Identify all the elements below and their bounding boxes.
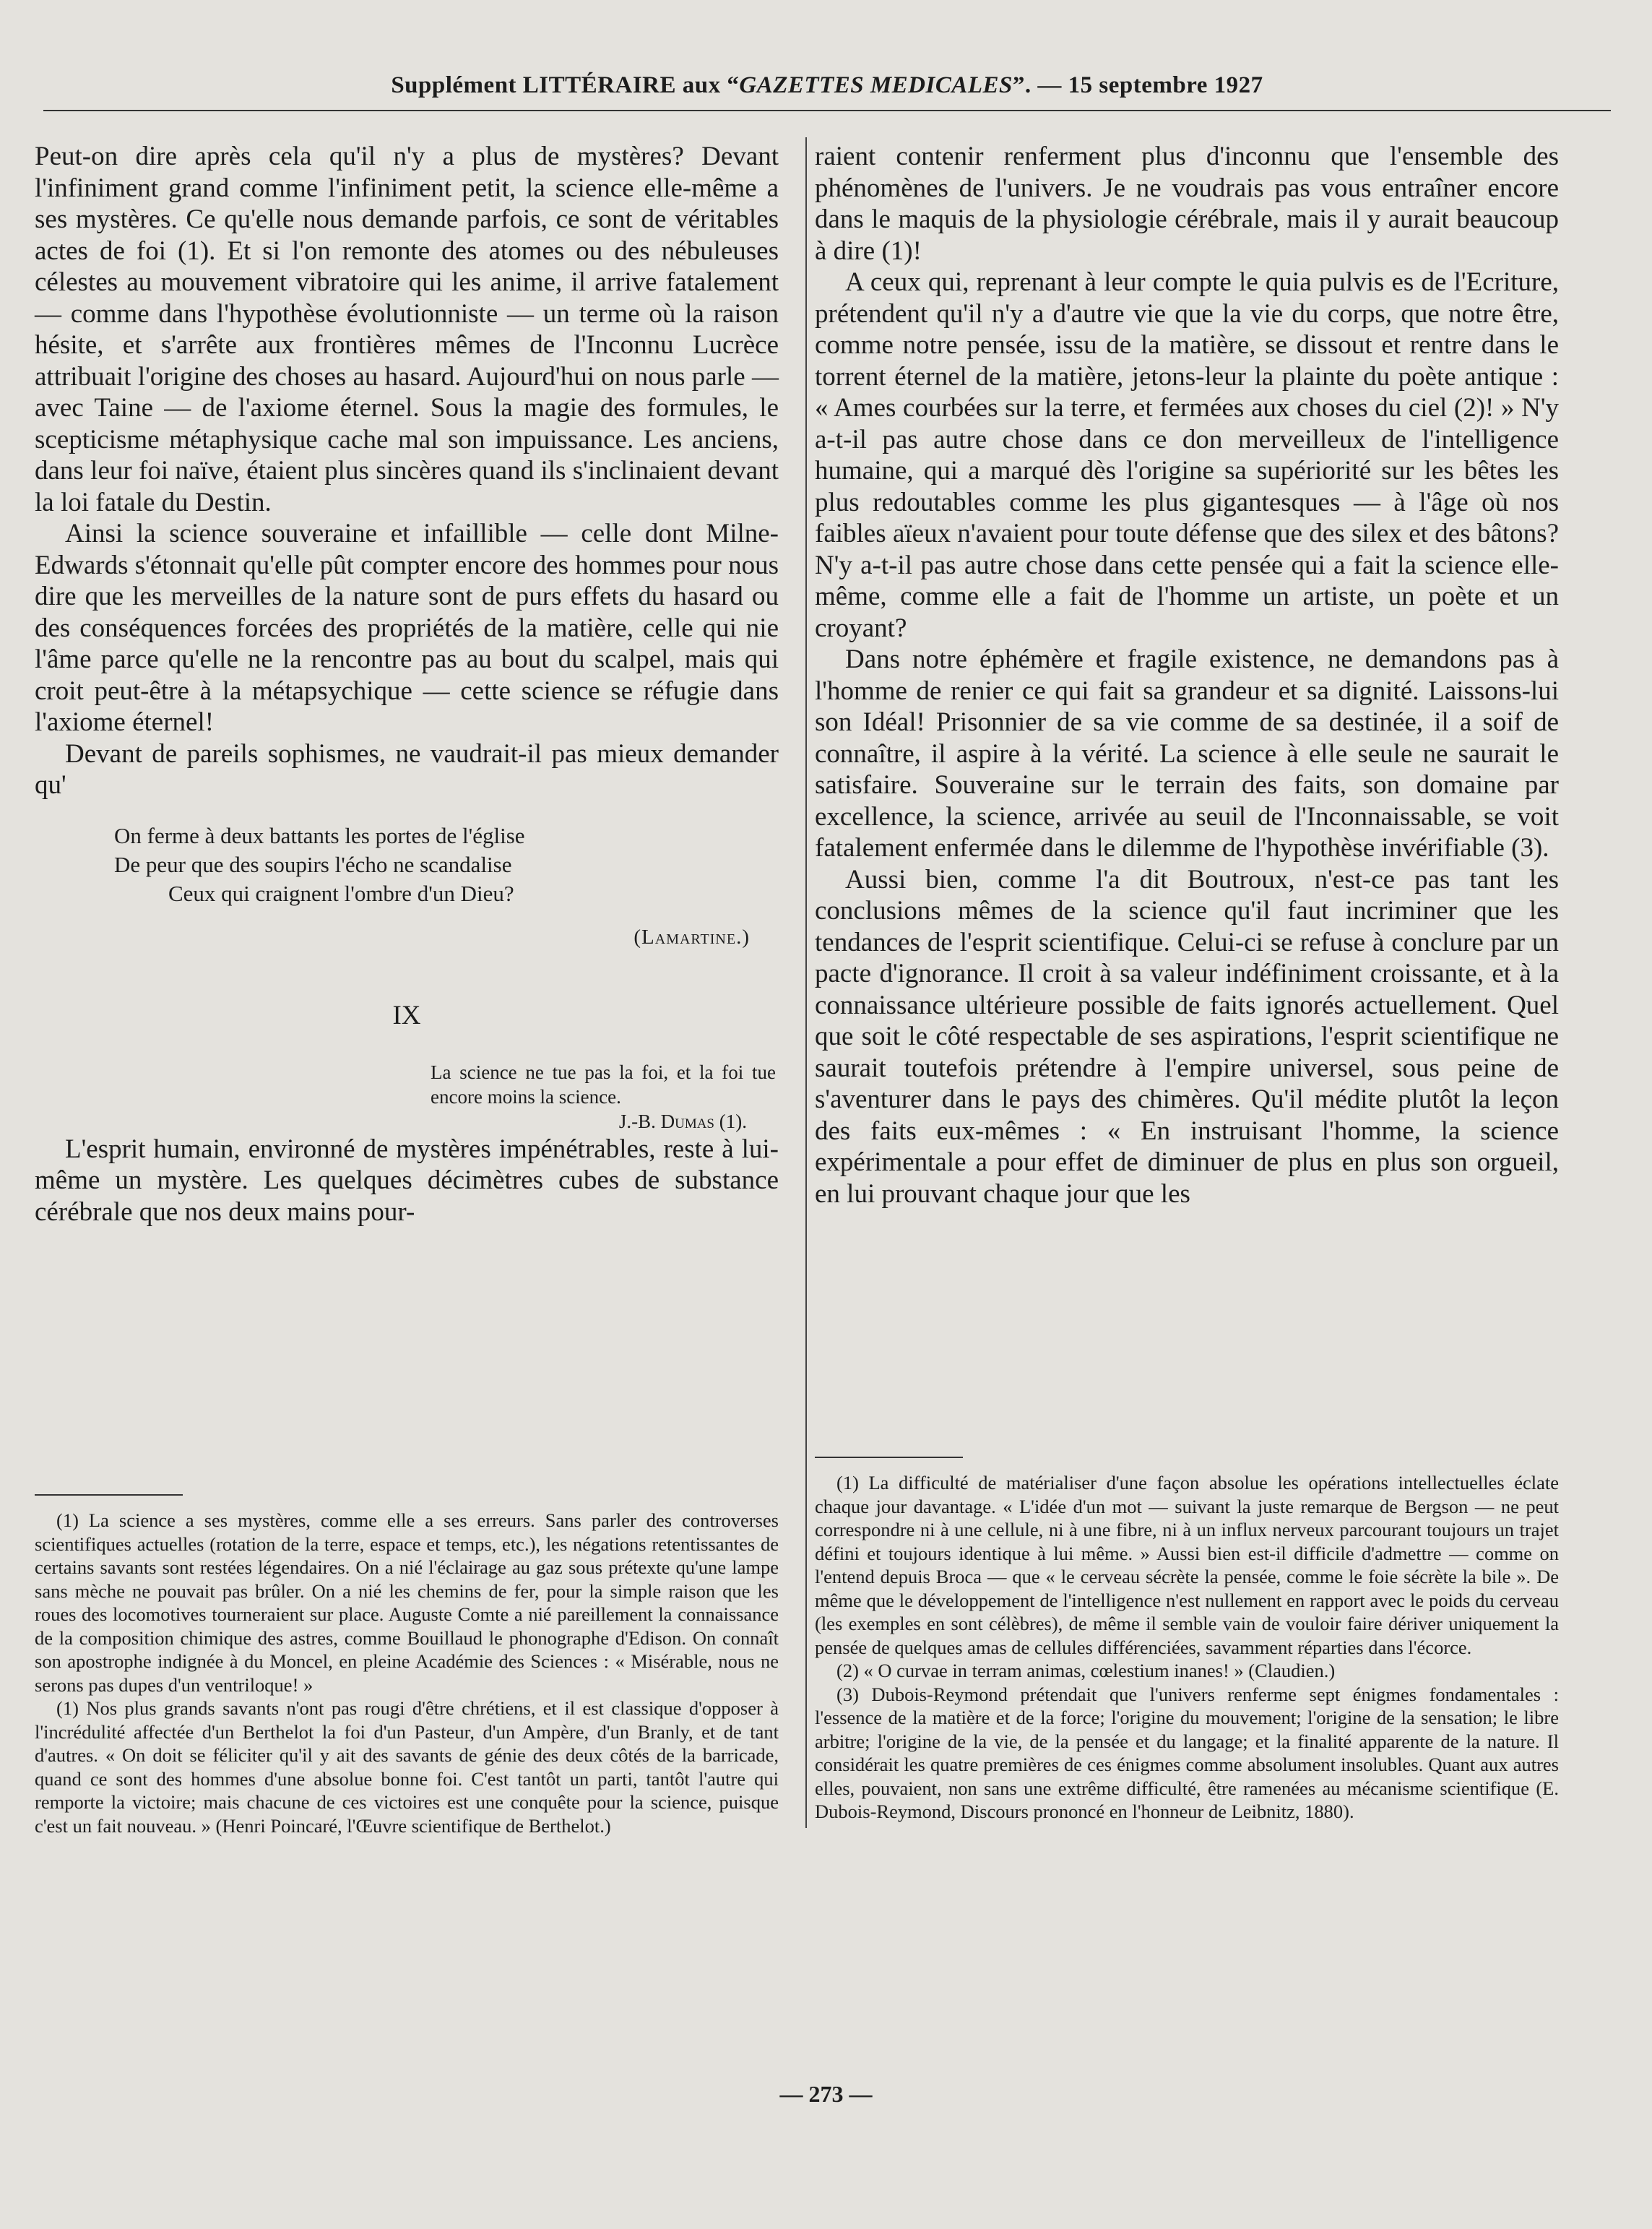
epigraph-attribution: J.-B. Dumas (1). <box>618 1110 747 1132</box>
footnote: (2) « O curvae in terram animas, cœlestium inanes! » (Claudien.) <box>836 1660 1336 1681</box>
poem-line: De peur que des soupirs l'écho ne scandalise <box>114 851 512 877</box>
header-prefix: Supplément LITTÉRAIRE aux “ <box>391 72 740 98</box>
footnote-rule <box>35 1494 183 1496</box>
footnotes-left <box>35 1494 779 1837</box>
epigraph <box>431 1060 776 1134</box>
poem-quote <box>35 822 779 908</box>
running-header <box>43 72 1611 99</box>
paragraph: Peut-on dire après cela qu'il n'y a plus de mystères? Devant l'infiniment grand comme l'infiniment petit, la science elle-même a ses mystères. Ce qu'elle nous demande parfois, ce sont de véritables actes de foi (1). Et si l'on remonte des atomes ou des nébuleuses célestes au mouvement vibratoire qui les anime, il arrive fatalement — comme dans l'hypothèse évolutionniste — un terme où la raison hésite, et s'arrête aux frontières mêmes de l'Inconnu Lucrèce attribuait l'origine des choses au hasard. Aujourd'hui on nous parle — avec Taine — de l'axiome éternel. Sous la magie des formules, le scepticisme métaphysique cache mal son impuissance. Les anciens, dans leur foi naïve, étaient plus sincères quand ils s'inclinaient devant la loi fatale du Destin. <box>35 142 779 517</box>
right-column <box>815 141 1559 1210</box>
left-column <box>35 141 779 1228</box>
footnote: (3) Dubois-Reymond prétendait que l'univers renferme sept énigmes fondamentales : l'essence de la matière et de la force; l'origine du mouvement; l'origine de la sensation; le libre arbitre; l'origine de la vie, de la pensée et du langage; et la finalité apparente de la nature. Il considérait les quatre premières de ces énigmes comme absolument insolubles. Quant aux autres elles, pouvaient, non sans une extrême difficulté, être ramenées au mécanisme scientifique (E. Dubois-Reymond, Discours prononcé en l'honneur de Leibnitz, 1880). <box>815 1683 1559 1822</box>
paragraph: Dans notre éphémère et fragile existence, ne demandons pas à l'homme de renier ce qui fait sa grandeur et sa dignité. Laissons-lui son Idéal! Prisonnier de sa vie comme de sa destinée, il a soif de connaître, il aspire à la vérité. La science à elle seule ne saurait le satisfaire. Souveraine sur le terrain des faits, son domaine par excellence, la science, arrivée au seuil de l'Inconnaissable, se voit fatalement enfermée dans le dilemme de l'hypothèse invérifiable (3). <box>815 644 1559 863</box>
footnote: (1) La science a ses mystères, comme elle a ses erreurs. Sans parler des controverses scientifiques actuelles (rotation de la terre, espace et temps, etc.), les négations retentissantes de certains savants sont restées légendaires. On a nié l'éclairage au gaz sous prétexte qu'une lampe sans mèche ne pouvait pas brûler. On a nié les chemins de fer, pour la simple raison que les roues des locomotives tourneraient sur place. Auguste Comte a nié pareillement la connaissance de la composition chimique des astres, comme Bouillaud le phonographe d'Edison. On connaît son apostrophe indignée à du Moncel, en pleine Académie des Sciences : « Misérable, nous ne serons pas dupes d'un ventriloque! » <box>35 1509 779 1696</box>
footnotes-right <box>815 1457 1559 1824</box>
column-divider <box>805 137 807 1828</box>
paragraph: Ainsi la science souveraine et infaillible — celle dont Milne-Edwards s'étonnait qu'elle pût compter encore des hommes pour nous dire que les merveilles de la nature sont de purs effets du hasard ou des conséquences forcées des propriétés de la matière, celle qui nie l'âme parce qu'elle ne la rencontre pas au bout du scalpel, mais qui croit peut-être à la métapsychique — cette science se réfugie dans l'axiome éternel! <box>35 519 779 737</box>
footnote-rule <box>815 1457 963 1458</box>
paragraph: L'esprit humain, environné de mystères impénétrables, reste à lui-même un mystère. Les quelques décimètres cubes de substance cérébrale que nos deux mains pour- <box>35 1134 779 1227</box>
page-number: — 273 — <box>779 2081 873 2107</box>
header-journal: GAZETTES MEDICALES <box>739 72 1013 98</box>
paragraph: Aussi bien, comme l'a dit Boutroux, n'est-ce pas tant les conclusions mêmes de la science qu'il faut incriminer que les tendances de l'esprit scientifique. Celui-ci se refuse à conclure par un pacte d'ignorance. Il croit à sa valeur indéfiniment croissante, et à la connaissance ultérieure possible de faits ignorés actuellement. Quel que soit le côté respectable de ses aspirations, l'esprit scientifique ne saurait toutefois prétendre à l'empire universel, sous peine de s'aventurer dans le pays des chimères. Qu'il médite plutôt la leçon des faits eux-mêmes : « En instruisant l'homme, la science expérimentale a pour effet de diminuer de plus en plus son orgueil, en lui prouvant chaque jour que les <box>815 864 1559 1209</box>
footnote: (1) La difficulté de matérialiser d'une façon absolue les opérations intellectuelles éclate chaque jour davantage. « L'idée d'un mot — suivant la juste remarque de Bergson — ne peut correspondre ni à une cellule, ni à une fibre, ni à un influx nerveux parcourant toujours un trajet défini et toujours identique à lui même. » Aussi bien est-il difficile d'admettre — comme on l'entend depuis Broca — que « le cerveau sécrète la pensée, comme le foie sécrète la bile ». De même que le développement de l'intelligence n'est nullement en rapport avec le poids du cerveau (les exemples en sont célèbres), de même il semble vain de vouloir faire dériver uniquement la pensée de quelques amas de cellules différenciées, savamment réparties dans l'écorce. <box>815 1472 1559 1658</box>
poem-line: Ceux qui craignent l'ombre d'un Dieu? <box>168 880 514 906</box>
paragraph: Devant de pareils sophismes, ne vaudrait-il pas mieux demander qu' <box>35 738 779 800</box>
footnote: (1) Nos plus grands savants n'ont pas rougi d'être chrétiens, et il est classique d'opposer à l'incrédulité affectée d'un Berthelot la foi d'un Pasteur, d'un Ampère, d'un Branly, et de tant d'autres. « On doit se féliciter qu'il y ait des savants de génie des deux côtés de la barricade, quand ce sont des hommes d'une absolue bonne foi. C'est tantôt un parti, tantôt l'autre qui remporte la victoire; mais chacune de ces victoires est une conquête pour la science, puisque c'est un fait nouveau. » (Henri Poincaré, l'Œuvre scientifique de Berthelot.) <box>35 1697 779 1837</box>
section-number: IX <box>392 1000 421 1030</box>
header-suffix: ”. — 15 septembre 1927 <box>1012 72 1263 98</box>
paragraph: raient contenir renferment plus d'inconnu que l'ensemble des phénomènes de l'univers. Je ne voudrais pas vous entraîner encore dans le maquis de la physiologie cérébrale, mais il y aurait beaucoup à dire (1)! <box>815 142 1559 266</box>
header-rule <box>43 110 1611 111</box>
paragraph: A ceux qui, reprenant à leur compte le quia pulvis es de l'Ecriture, prétendent qu'il n'y a d'autre vie que la vie du corps, que notre être, comme notre pensée, issu de la matière, se dissout et rentre dans le torrent éternel de la matière, jetons-leur la plainte du poète antique : « Ames courbées sur la terre, et fermées aux choses du ciel (2)! » N'y a-t-il pas autre chose dans ce don merveilleux de l'intelligence humaine, qui a marqué dès l'origine sa supériorité sur les bêtes les plus redoutables comme les plus gigantesques — à l'âge où nos faibles aïeux n'avaient pour toute défense que des silex et des bâtons? N'y a-t-il pas autre chose dans cette pensée qui a fait la science elle-même, comme elle a fait de l'homme un artiste, un poète et un croyant? <box>815 267 1559 643</box>
epigraph-text: La science ne tue pas la foi, et la foi tue encore moins la science. <box>431 1061 776 1108</box>
poem-line: On ferme à deux battants les portes de l'église <box>114 822 525 848</box>
poem-attribution: (Lamartine.) <box>633 925 750 949</box>
